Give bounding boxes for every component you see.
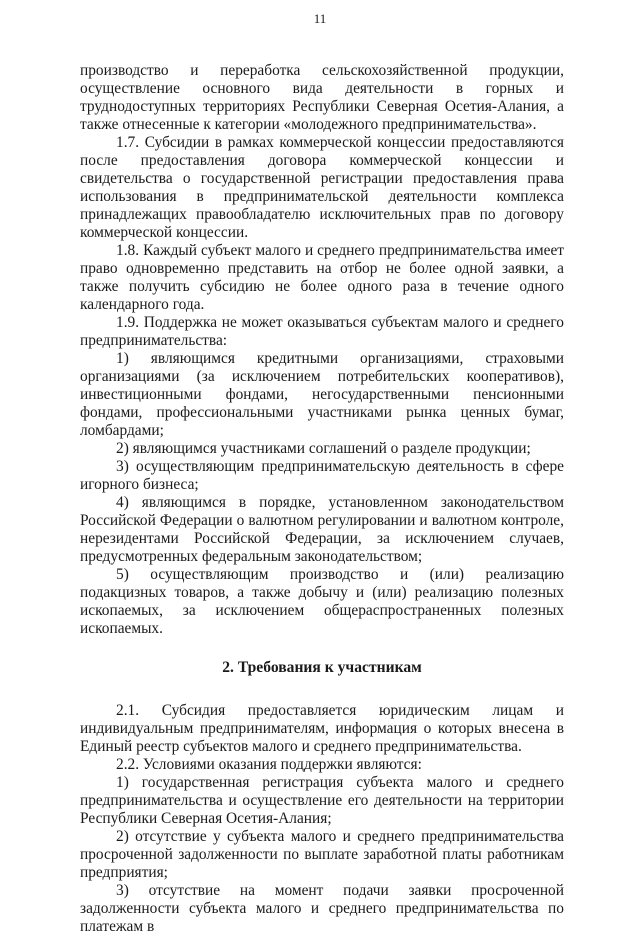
condition-item-1: 1) государственная регистрация субъекта малого и среднего предпринимательства и осуществление его деятельности на территории Республики Северная Осетия-Алания; — [80, 774, 564, 827]
list-item-5: 5) осуществляющим производство и (или) реализацию подакцизных товаров, а также добычу и (или) реализацию полезных ископаемых, за исключением общераспространенных полезных ископаемых. — [80, 566, 564, 637]
paragraph-1-9: 1.9. Поддержка не может оказываться субъектам малого и среднего предпринимательства: — [80, 314, 564, 349]
paragraph-2-1: 2.1. Субсидия предоставляется юридическим лицам и индивидуальным предпринимателям, информация о которых внесена в Единый реестр субъектов малого и среднего предпринимательства. — [80, 702, 564, 755]
condition-item-3: 3) отсутствие на момент подачи заявки просроченной задолженности субъекта малого и среднего предпринимательства по платежам в — [80, 882, 564, 935]
condition-item-2: 2) отсутствие у субъекта малого и среднего предпринимательства просроченной задолженности по выплате заработной платы работникам предприятия; — [80, 828, 564, 881]
page-number: 11 — [313, 11, 327, 26]
list-item-3: 3) осуществляющим предпринимательскую деятельность в сфере игорного бизнеса; — [80, 458, 564, 493]
list-item-1: 1) являющимся кредитными организациями, страховыми организациями (за исключением потребительских кооперативов), инвестиционными фондами, негосударственными пенсионными фондами, профессиональными участниками рынка ценных бумаг, ломбардами; — [80, 350, 564, 439]
list-item-4: 4) являющимся в порядке, установленном законодательством Российской Федерации о валютном регулировании и валютном контроле, нерезидентами Российской Федерации, за исключением случаев, предусмотренных федеральным законодательством; — [80, 494, 564, 565]
list-item-2: 2) являющимся участниками соглашений о разделе продукции; — [116, 440, 531, 457]
section-heading: 2. Требования к участникам — [222, 659, 422, 676]
paragraph-continuation: производство и переработка сельскохозяйственной продукции, осуществление основного вида деятельности в горных и труднодоступных территориях Республики Северная Осетия-Алания, а также отнесенные к категории «молодежного предпринимательства». — [80, 62, 564, 133]
paragraph-1-7: 1.7. Субсидии в рамках коммерческой концессии предоставляются после предоставления договора коммерческой концессии и свидетельства о государственной регистрации предоставления права использования в предпринимательской деятельности комплекса принадлежащих правообладателю исключительных прав по договору коммерческой концессии. — [80, 134, 564, 241]
paragraph-1-8: 1.8. Каждый субъект малого и среднего предпринимательства имеет право одновременно представить на отбор не более одной заявки, а также получить субсидию не более одного раза в течение одного календарного года. — [80, 242, 564, 313]
document-body — [80, 62, 564, 936]
paragraph-2-2: 2.2. Условиями оказания поддержки являются: — [116, 756, 422, 773]
